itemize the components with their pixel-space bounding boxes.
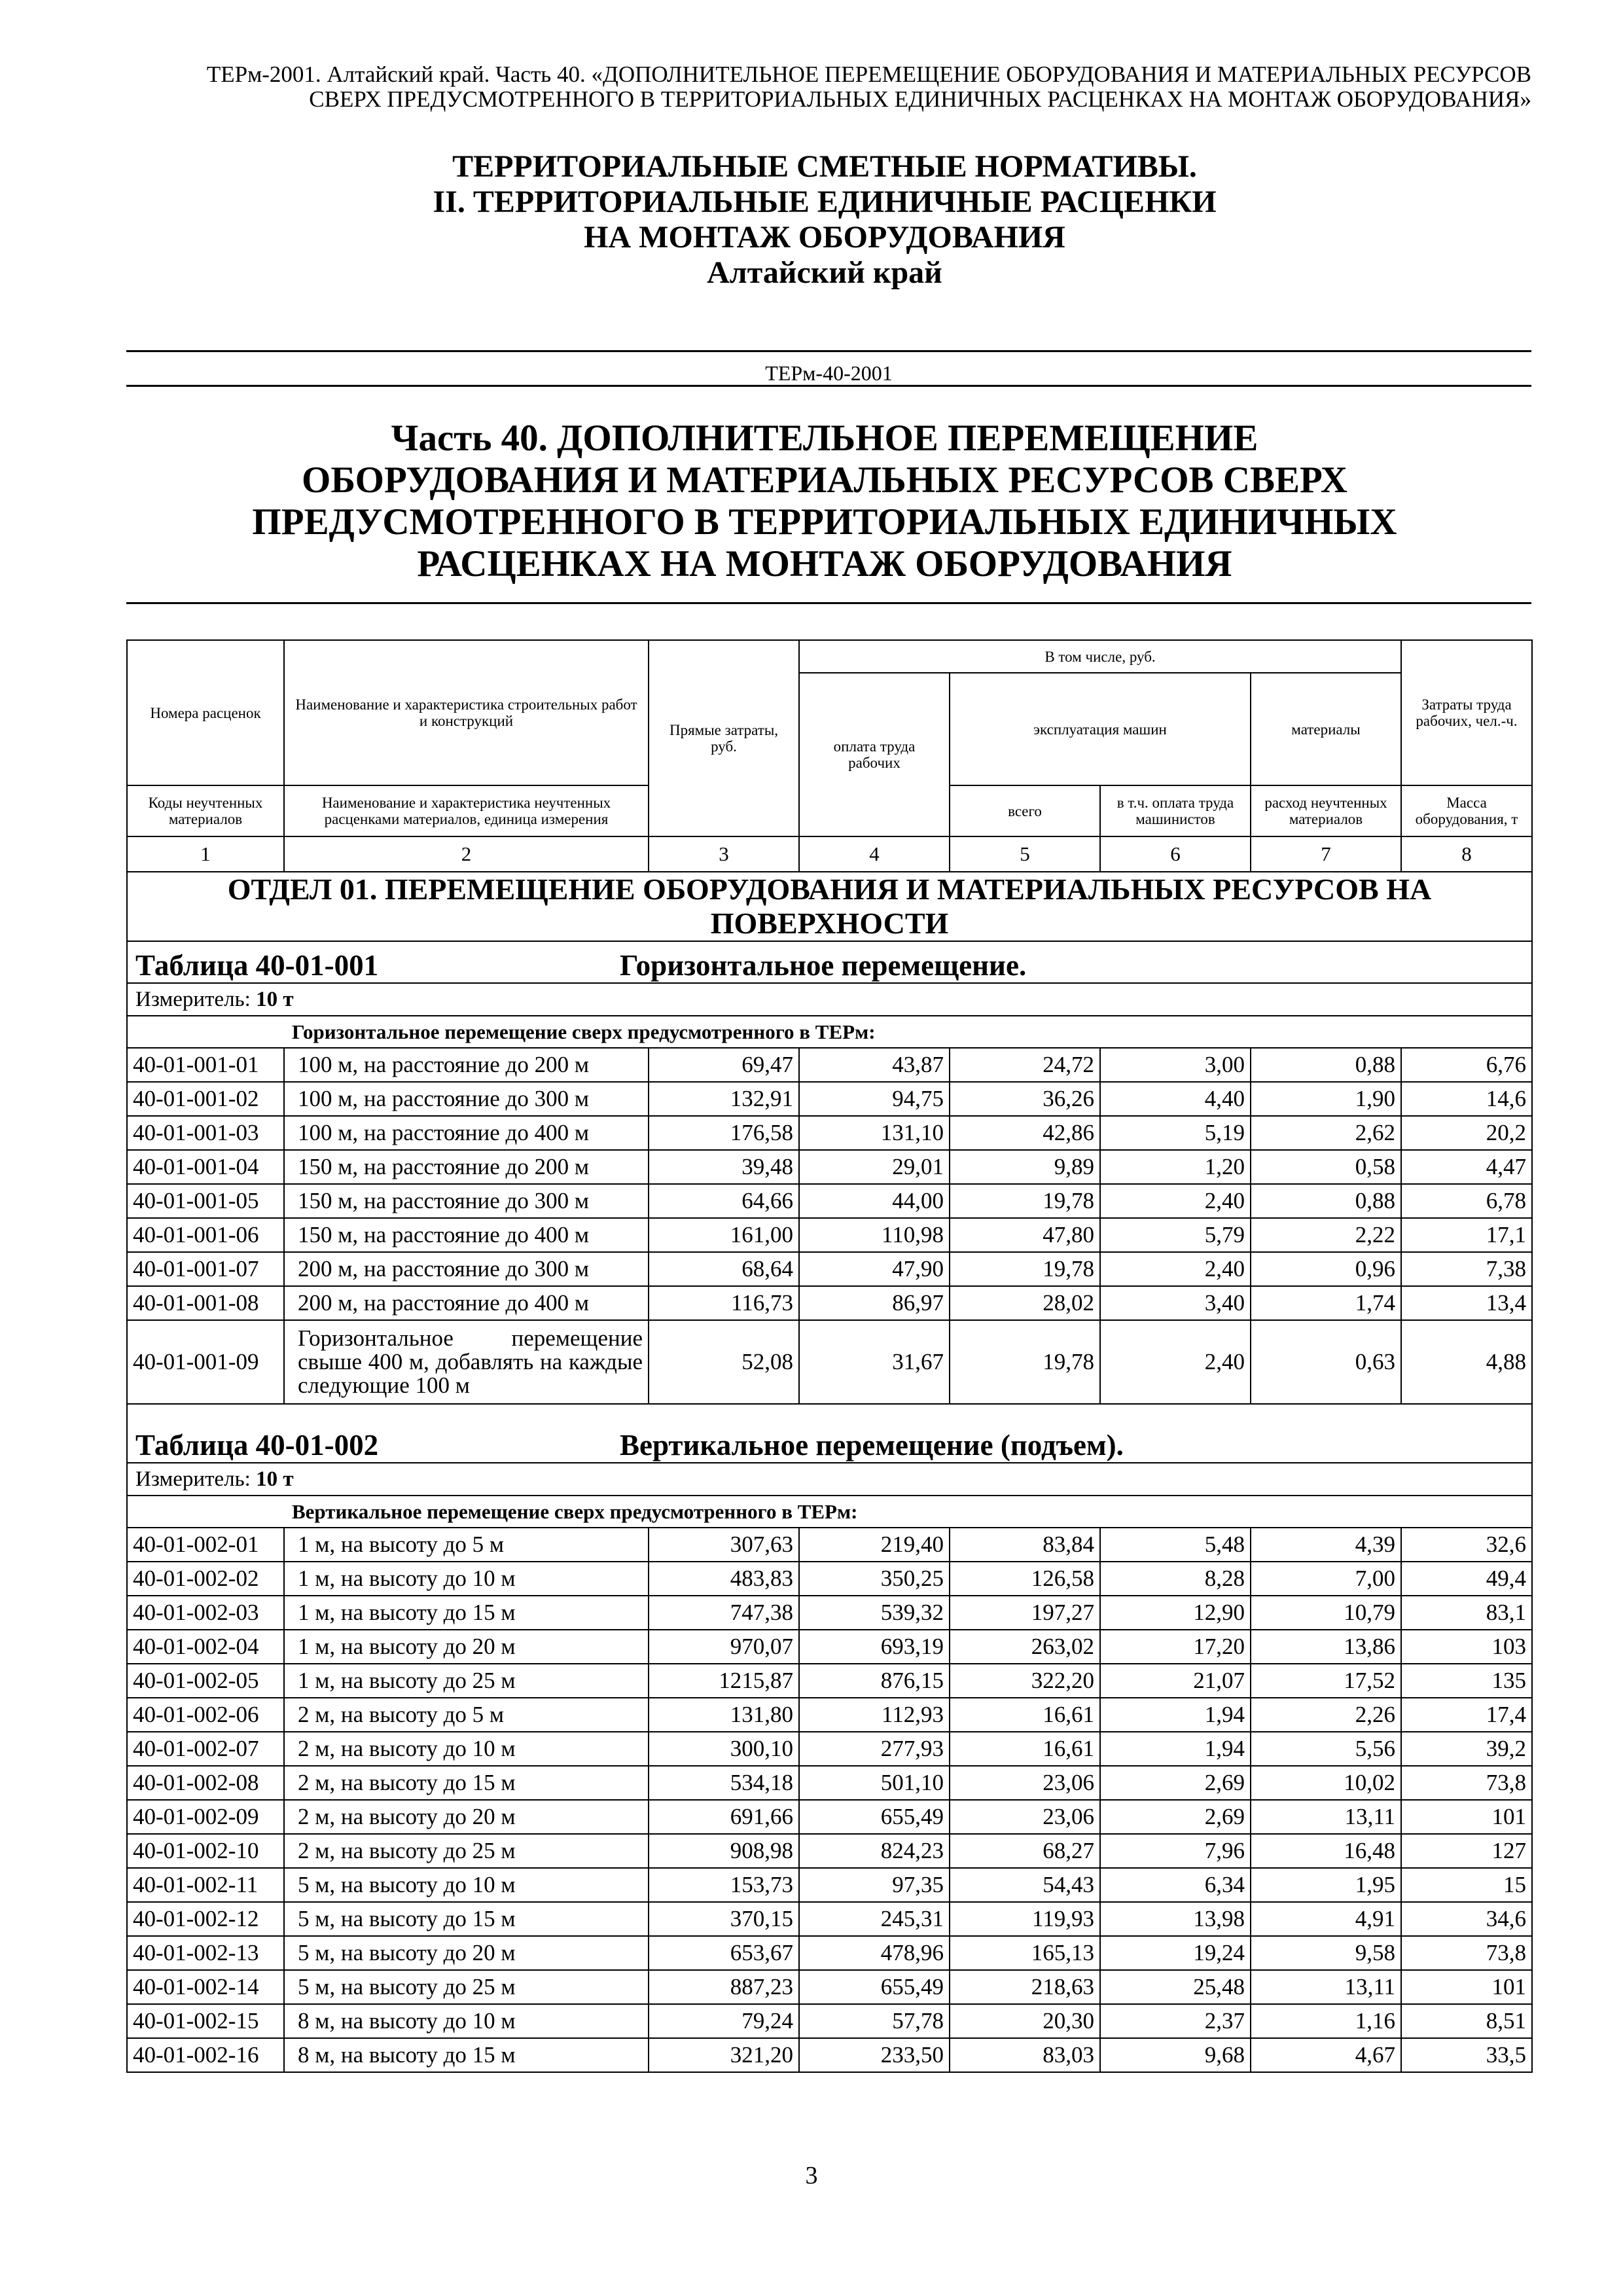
rate-description: 150 м, на расстояние до 200 м xyxy=(284,1150,649,1184)
table-row xyxy=(127,1562,1532,1596)
rate-value-v5: 263,02 xyxy=(950,1630,1100,1664)
rate-value-v7: 4,39 xyxy=(1251,1528,1401,1562)
unit-label: Измеритель: xyxy=(135,1467,251,1491)
rate-value-v3: 653,67 xyxy=(649,1936,799,1970)
title-region: Алтайский край xyxy=(707,255,942,290)
table-row xyxy=(127,1150,1532,1184)
rate-value-v4: 655,49 xyxy=(799,1800,950,1834)
rate-value-v5: 119,93 xyxy=(950,1902,1100,1936)
rate-value-v6: 13,98 xyxy=(1100,1902,1251,1936)
rate-value-v6: 9,68 xyxy=(1100,2038,1251,2072)
rate-value-v8: 34,6 xyxy=(1401,1902,1532,1936)
header-equipment-mass: Масса оборудования, т xyxy=(1401,785,1532,836)
unit-label: Измеритель: xyxy=(135,987,251,1011)
rate-description: 5 м, на высоту до 15 м xyxy=(284,1902,649,1936)
rate-value-v7: 17,52 xyxy=(1251,1664,1401,1698)
rate-value-v4: 478,96 xyxy=(799,1936,950,1970)
table-subheading: Вертикальное перемещение сверх предусмотренного в ТЕРм: xyxy=(284,1496,1532,1528)
rate-value-v4: 44,00 xyxy=(799,1184,950,1218)
rate-value-v3: 64,66 xyxy=(649,1184,799,1218)
rate-value-v6: 3,00 xyxy=(1100,1048,1251,1082)
rate-value-v3: 1215,87 xyxy=(649,1664,799,1698)
table-row xyxy=(127,1834,1532,1868)
rate-value-v8: 17,1 xyxy=(1401,1218,1532,1252)
rate-value-v8: 39,2 xyxy=(1401,1732,1532,1766)
rate-code: 40-01-002-06 xyxy=(127,1698,284,1732)
column-number: 6 xyxy=(1100,836,1251,872)
rate-value-v7: 1,95 xyxy=(1251,1868,1401,1902)
unit-value: 10 т xyxy=(256,1467,294,1491)
table-40-01-001 xyxy=(127,941,1532,1404)
rate-description: 5 м, на высоту до 25 м xyxy=(284,1970,649,2004)
rate-value-v4: 350,25 xyxy=(799,1562,950,1596)
rate-code: 40-01-002-09 xyxy=(127,1800,284,1834)
rate-code: 40-01-001-07 xyxy=(127,1252,284,1286)
rate-value-v5: 42,86 xyxy=(950,1116,1100,1150)
table-unit-row xyxy=(127,983,1532,1016)
table-title: Вертикальное перемещение (подъем). xyxy=(620,1429,1124,1462)
rate-description: 2 м, на высоту до 15 м xyxy=(284,1766,649,1800)
rate-value-v5: 16,61 xyxy=(950,1698,1100,1732)
rate-value-v7: 0,88 xyxy=(1251,1048,1401,1082)
table-title-cell xyxy=(127,941,1532,983)
rate-value-v8: 8,51 xyxy=(1401,2004,1532,2038)
table-number: Таблица 40-01-001 xyxy=(135,949,379,982)
column-numbers-row xyxy=(127,836,1532,872)
rate-value-v5: 322,20 xyxy=(950,1664,1100,1698)
rate-code: 40-01-001-04 xyxy=(127,1150,284,1184)
table-subheading-row xyxy=(127,1016,1532,1048)
rate-value-v3: 307,63 xyxy=(649,1528,799,1562)
rate-description: 2 м, на высоту до 20 м xyxy=(284,1800,649,1834)
subheading-spacer xyxy=(127,1496,284,1528)
header-machines-total: всего xyxy=(950,785,1100,836)
rate-description: 1 м, на высоту до 20 м xyxy=(284,1630,649,1664)
table-row xyxy=(127,1936,1532,1970)
rate-code: 40-01-001-03 xyxy=(127,1116,284,1150)
rate-value-v6: 2,69 xyxy=(1100,1800,1251,1834)
rate-description: 150 м, на расстояние до 300 м xyxy=(284,1184,649,1218)
table-title-row xyxy=(127,941,1532,983)
rate-value-v6: 2,40 xyxy=(1100,1184,1251,1218)
rate-description: 1 м, на высоту до 5 м xyxy=(284,1528,649,1562)
rate-value-v5: 19,78 xyxy=(950,1320,1100,1404)
rate-value-v4: 277,93 xyxy=(799,1732,950,1766)
rate-value-v3: 321,20 xyxy=(649,2038,799,2072)
rate-value-v5: 28,02 xyxy=(950,1286,1100,1320)
rate-value-v8: 49,4 xyxy=(1401,1562,1532,1596)
table-row xyxy=(127,1800,1532,1834)
rate-value-v7: 10,02 xyxy=(1251,1766,1401,1800)
rate-value-v6: 6,34 xyxy=(1100,1868,1251,1902)
rate-code: 40-01-002-01 xyxy=(127,1528,284,1562)
rate-value-v8: 4,88 xyxy=(1401,1320,1532,1404)
title-line-2: II. ТЕРРИТОРИАЛЬНЫЕ ЕДИНИЧНЫЕ РАСЦЕНКИ xyxy=(433,185,1217,219)
rate-description: 2 м, на высоту до 5 м xyxy=(284,1698,649,1732)
rate-description: 1 м, на высоту до 10 м xyxy=(284,1562,649,1596)
table-row xyxy=(127,2038,1532,2072)
rate-value-v4: 539,32 xyxy=(799,1596,950,1630)
rate-value-v4: 131,10 xyxy=(799,1116,950,1150)
rate-value-v4: 31,67 xyxy=(799,1320,950,1404)
rate-value-v7: 16,48 xyxy=(1251,1834,1401,1868)
page-number: 3 xyxy=(805,2162,818,2189)
part-rule xyxy=(126,602,1531,604)
header-including: В том числе, руб. xyxy=(799,640,1401,673)
rate-value-v7: 13,11 xyxy=(1251,1800,1401,1834)
rate-value-v7: 2,22 xyxy=(1251,1218,1401,1252)
rate-value-v4: 876,15 xyxy=(799,1664,950,1698)
rate-description: 100 м, на расстояние до 400 м xyxy=(284,1116,649,1150)
rate-value-v6: 2,37 xyxy=(1100,2004,1251,2038)
table-row xyxy=(127,1902,1532,1936)
table-row xyxy=(127,1766,1532,1800)
rate-value-v3: 161,00 xyxy=(649,1218,799,1252)
rate-description: 200 м, на расстояние до 400 м xyxy=(284,1286,649,1320)
rate-value-v3: 970,07 xyxy=(649,1630,799,1664)
rate-value-v6: 25,48 xyxy=(1100,1970,1251,2004)
rate-value-v8: 103 xyxy=(1401,1630,1532,1664)
rate-value-v7: 13,86 xyxy=(1251,1630,1401,1664)
rate-code: 40-01-001-09 xyxy=(127,1320,284,1404)
rate-value-v5: 68,27 xyxy=(950,1834,1100,1868)
rate-description: 100 м, на расстояние до 300 м xyxy=(284,1082,649,1116)
rate-value-v4: 29,01 xyxy=(799,1150,950,1184)
rate-value-v7: 2,62 xyxy=(1251,1116,1401,1150)
rate-value-v4: 655,49 xyxy=(799,1970,950,2004)
rate-value-v8: 127 xyxy=(1401,1834,1532,1868)
rate-value-v5: 9,89 xyxy=(950,1150,1100,1184)
rate-value-v4: 693,19 xyxy=(799,1630,950,1664)
table-row xyxy=(127,1596,1532,1630)
rate-value-v8: 73,8 xyxy=(1401,1766,1532,1800)
rate-value-v8: 73,8 xyxy=(1401,1936,1532,1970)
table-row xyxy=(127,1528,1532,1562)
rate-value-v4: 94,75 xyxy=(799,1082,950,1116)
header-labor-pay: оплата труда рабочих xyxy=(799,673,950,836)
header-materials: материалы xyxy=(1251,673,1401,785)
rate-value-v4: 57,78 xyxy=(799,2004,950,2038)
rate-value-v3: 534,18 xyxy=(649,1766,799,1800)
rate-value-v6: 3,40 xyxy=(1100,1286,1251,1320)
rate-value-v7: 0,88 xyxy=(1251,1184,1401,1218)
table-row xyxy=(127,1320,1532,1404)
rate-value-v7: 4,91 xyxy=(1251,1902,1401,1936)
rate-value-v5: 24,72 xyxy=(950,1048,1100,1082)
rate-value-v8: 6,78 xyxy=(1401,1184,1532,1218)
rate-value-v7: 1,90 xyxy=(1251,1082,1401,1116)
rate-description: Горизонтальное перемещение свыше 400 м, добавлять на каждые следующие 100 м xyxy=(284,1320,649,1404)
table-40-01-002 xyxy=(127,1404,1532,2072)
rate-value-v6: 2,69 xyxy=(1100,1766,1251,1800)
column-number: 1 xyxy=(127,836,284,872)
header-machines: эксплуатация машин xyxy=(950,673,1251,785)
rate-description: 150 м, на расстояние до 400 м xyxy=(284,1218,649,1252)
rate-code: 40-01-002-10 xyxy=(127,1834,284,1868)
rate-code: 40-01-002-07 xyxy=(127,1732,284,1766)
rate-value-v4: 47,90 xyxy=(799,1252,950,1286)
table-row xyxy=(127,1048,1532,1082)
header-rate-numbers: Номера расценок xyxy=(127,640,284,785)
header-machines-operators: в т.ч. оплата труда машинистов xyxy=(1100,785,1251,836)
rate-value-v7: 0,58 xyxy=(1251,1150,1401,1184)
rate-value-v4: 245,31 xyxy=(799,1902,950,1936)
rate-description: 2 м, на высоту до 10 м xyxy=(284,1732,649,1766)
column-number: 5 xyxy=(950,836,1100,872)
rate-code: 40-01-002-04 xyxy=(127,1630,284,1664)
rate-value-v5: 36,26 xyxy=(950,1082,1100,1116)
header-direct-costs: Прямые затраты, руб. xyxy=(649,640,799,836)
rate-value-v4: 112,93 xyxy=(799,1698,950,1732)
unit-value: 10 т xyxy=(256,987,294,1011)
rate-description: 8 м, на высоту до 15 м xyxy=(284,2038,649,2072)
table-row xyxy=(127,1698,1532,1732)
rate-value-v6: 5,48 xyxy=(1100,1528,1251,1562)
table-unit-cell xyxy=(127,983,1532,1016)
title-line-1: ТЕРРИТОРИАЛЬНЫЕ СМЕТНЫЕ НОРМАТИВЫ. xyxy=(452,149,1197,184)
rate-value-v3: 153,73 xyxy=(649,1868,799,1902)
rates-table xyxy=(126,639,1533,2073)
rate-value-v3: 68,64 xyxy=(649,1252,799,1286)
rate-value-v6: 1,94 xyxy=(1100,1732,1251,1766)
rate-value-v5: 20,30 xyxy=(950,2004,1100,2038)
column-number: 3 xyxy=(649,836,799,872)
rate-value-v7: 2,26 xyxy=(1251,1698,1401,1732)
rate-description: 8 м, на высоту до 10 м xyxy=(284,2004,649,2038)
rate-value-v8: 135 xyxy=(1401,1664,1532,1698)
rate-value-v3: 908,98 xyxy=(649,1834,799,1868)
rate-code: 40-01-001-08 xyxy=(127,1286,284,1320)
rate-value-v6: 21,07 xyxy=(1100,1664,1251,1698)
table-title: Горизонтальное перемещение. xyxy=(620,949,1027,982)
rate-value-v5: 54,43 xyxy=(950,1868,1100,1902)
rate-value-v6: 2,40 xyxy=(1100,1252,1251,1286)
rate-code: 40-01-002-11 xyxy=(127,1868,284,1902)
rate-description: 100 м, на расстояние до 200 м xyxy=(284,1048,649,1082)
table-unit-row xyxy=(127,1463,1532,1496)
subheading-spacer xyxy=(127,1016,284,1048)
table-row xyxy=(127,1252,1532,1286)
section-title: ОТДЕЛ 01. ПЕРЕМЕЩЕНИЕ ОБОРУДОВАНИЯ И МАТЕРИАЛЬНЫХ РЕСУРСОВ НА ПОВЕРХНОСТИ xyxy=(127,872,1532,941)
rate-value-v6: 4,40 xyxy=(1100,1082,1251,1116)
rate-value-v3: 116,73 xyxy=(649,1286,799,1320)
rate-value-v7: 0,96 xyxy=(1251,1252,1401,1286)
table-title-cell xyxy=(127,1404,1532,1463)
column-number: 8 xyxy=(1401,836,1532,872)
header-material-names: Наименование и характеристика неучтенных расценками материалов, единица измерения xyxy=(284,785,649,836)
running-header xyxy=(118,62,1531,112)
rate-value-v3: 52,08 xyxy=(649,1320,799,1404)
rate-value-v5: 83,84 xyxy=(950,1528,1100,1562)
rate-value-v6: 1,20 xyxy=(1100,1150,1251,1184)
rate-description: 5 м, на высоту до 10 м xyxy=(284,1868,649,1902)
rate-code: 40-01-001-05 xyxy=(127,1184,284,1218)
rate-value-v7: 13,11 xyxy=(1251,1970,1401,2004)
document-title xyxy=(118,149,1531,291)
rate-value-v6: 17,20 xyxy=(1100,1630,1251,1664)
rate-value-v8: 7,38 xyxy=(1401,1252,1532,1286)
rate-value-v4: 86,97 xyxy=(799,1286,950,1320)
rate-code: 40-01-002-05 xyxy=(127,1664,284,1698)
rate-value-v8: 14,6 xyxy=(1401,1082,1532,1116)
rate-value-v5: 126,58 xyxy=(950,1562,1100,1596)
rate-value-v4: 43,87 xyxy=(799,1048,950,1082)
column-number: 2 xyxy=(284,836,649,872)
rate-value-v3: 79,24 xyxy=(649,2004,799,2038)
rate-value-v8: 17,4 xyxy=(1401,1698,1532,1732)
rate-value-v4: 219,40 xyxy=(799,1528,950,1562)
rate-code: 40-01-001-01 xyxy=(127,1048,284,1082)
rate-code: 40-01-002-02 xyxy=(127,1562,284,1596)
rate-value-v4: 501,10 xyxy=(799,1766,950,1800)
part-title xyxy=(118,418,1531,585)
rate-value-v6: 5,79 xyxy=(1100,1218,1251,1252)
rate-value-v8: 15 xyxy=(1401,1868,1532,1902)
column-number: 4 xyxy=(799,836,950,872)
rate-description: 2 м, на высоту до 25 м xyxy=(284,1834,649,1868)
rate-value-v6: 1,94 xyxy=(1100,1698,1251,1732)
rate-value-v5: 83,03 xyxy=(950,2038,1100,2072)
rate-value-v5: 47,80 xyxy=(950,1218,1100,1252)
rate-code: 40-01-002-03 xyxy=(127,1596,284,1630)
part-title-line-2: ОБОРУДОВАНИЯ И МАТЕРИАЛЬНЫХ РЕСУРСОВ СВЕРХ xyxy=(302,459,1347,501)
rate-value-v6: 5,19 xyxy=(1100,1116,1251,1150)
rate-value-v3: 132,91 xyxy=(649,1082,799,1116)
rate-value-v6: 12,90 xyxy=(1100,1596,1251,1630)
rate-description: 200 м, на расстояние до 300 м xyxy=(284,1252,649,1286)
table-row xyxy=(127,1664,1532,1698)
rate-code: 40-01-002-16 xyxy=(127,2038,284,2072)
header-labor-costs: Затраты труда рабочих, чел.-ч. xyxy=(1401,640,1532,785)
table-subheading: Горизонтальное перемещение сверх предусмотренного в ТЕРм: xyxy=(284,1016,1532,1048)
rate-value-v5: 16,61 xyxy=(950,1732,1100,1766)
rate-value-v5: 197,27 xyxy=(950,1596,1100,1630)
rate-value-v5: 23,06 xyxy=(950,1800,1100,1834)
rate-value-v4: 97,35 xyxy=(799,1868,950,1902)
rate-description: 5 м, на высоту до 20 м xyxy=(284,1936,649,1970)
rate-value-v8: 6,76 xyxy=(1401,1048,1532,1082)
rate-value-v3: 176,58 xyxy=(649,1116,799,1150)
rate-value-v3: 39,48 xyxy=(649,1150,799,1184)
code-rule xyxy=(126,385,1531,387)
rate-value-v5: 19,78 xyxy=(950,1184,1100,1218)
part-title-line-4: РАСЦЕНКАХ НА МОНТАЖ ОБОРУДОВАНИЯ xyxy=(417,543,1232,584)
table-title-row xyxy=(127,1404,1532,1463)
rate-code: 40-01-002-15 xyxy=(127,2004,284,2038)
rate-value-v6: 19,24 xyxy=(1100,1936,1251,1970)
header-materials-consumption: расход неучтенных материалов xyxy=(1251,785,1401,836)
part-title-line-3: ПРЕДУСМОТРЕННОГО В ТЕРРИТОРИАЛЬНЫХ ЕДИНИЧНЫХ xyxy=(252,501,1397,543)
rate-value-v7: 1,74 xyxy=(1251,1286,1401,1320)
rate-value-v6: 7,96 xyxy=(1100,1834,1251,1868)
rate-value-v8: 32,6 xyxy=(1401,1528,1532,1562)
rate-value-v7: 4,67 xyxy=(1251,2038,1401,2072)
rate-value-v8: 101 xyxy=(1401,1970,1532,2004)
rate-value-v3: 300,10 xyxy=(649,1732,799,1766)
table-row xyxy=(127,1868,1532,1902)
rate-code: 40-01-001-06 xyxy=(127,1218,284,1252)
top-rule xyxy=(126,350,1531,352)
document-code: ТЕРм-40-2001 xyxy=(765,361,893,385)
rate-value-v3: 131,80 xyxy=(649,1698,799,1732)
title-line-3: НА МОНТАЖ ОБОРУДОВАНИЯ xyxy=(584,220,1065,255)
rate-value-v3: 887,23 xyxy=(649,1970,799,2004)
table-row xyxy=(127,1082,1532,1116)
header-work-name: Наименование и характеристика строительных работ и конструкций xyxy=(284,640,649,785)
running-header-line-2: СВЕРХ ПРЕДУСМОТРЕННОГО В ТЕРРИТОРИАЛЬНЫХ ЕДИНИЧНЫХ РАСЦЕНКАХ НА МОНТАЖ ОБОРУДОВАНИЯ» xyxy=(309,86,1531,112)
rate-code: 40-01-001-02 xyxy=(127,1082,284,1116)
rate-value-v4: 110,98 xyxy=(799,1218,950,1252)
rate-code: 40-01-002-14 xyxy=(127,1970,284,2004)
running-header-line-1: ТЕРм-2001. Алтайский край. Часть 40. «ДОПОЛНИТЕЛЬНОЕ ПЕРЕМЕЩЕНИЕ ОБОРУДОВАНИЯ И МАТЕРИАЛЬНЫХ РЕСУРСОВ xyxy=(206,62,1531,87)
rate-value-v8: 20,2 xyxy=(1401,1116,1532,1150)
rate-value-v6: 2,40 xyxy=(1100,1320,1251,1404)
rate-value-v3: 483,83 xyxy=(649,1562,799,1596)
table-row xyxy=(127,1732,1532,1766)
header-material-codes: Коды неучтенных материалов xyxy=(127,785,284,836)
table-row xyxy=(127,1218,1532,1252)
column-number: 7 xyxy=(1251,836,1401,872)
table-subheading-row xyxy=(127,1496,1532,1528)
table-row xyxy=(127,1630,1532,1664)
rate-value-v5: 19,78 xyxy=(950,1252,1100,1286)
rate-value-v8: 4,47 xyxy=(1401,1150,1532,1184)
table-unit-cell xyxy=(127,1463,1532,1496)
rate-value-v7: 1,16 xyxy=(1251,2004,1401,2038)
rate-value-v3: 370,15 xyxy=(649,1902,799,1936)
rate-value-v7: 9,58 xyxy=(1251,1936,1401,1970)
rate-value-v7: 0,63 xyxy=(1251,1320,1401,1404)
rate-value-v8: 33,5 xyxy=(1401,2038,1532,2072)
rate-description: 1 м, на высоту до 25 м xyxy=(284,1664,649,1698)
rate-description: 1 м, на высоту до 15 м xyxy=(284,1596,649,1630)
rate-value-v6: 8,28 xyxy=(1100,1562,1251,1596)
rate-value-v3: 747,38 xyxy=(649,1596,799,1630)
rate-value-v7: 7,00 xyxy=(1251,1562,1401,1596)
table-row xyxy=(127,1970,1532,2004)
table-row xyxy=(127,1116,1532,1150)
table-number: Таблица 40-01-002 xyxy=(135,1429,379,1462)
rate-value-v3: 691,66 xyxy=(649,1800,799,1834)
table-row xyxy=(127,1184,1532,1218)
rate-value-v8: 83,1 xyxy=(1401,1596,1532,1630)
rate-value-v4: 824,23 xyxy=(799,1834,950,1868)
rate-value-v3: 69,47 xyxy=(649,1048,799,1082)
rate-value-v4: 233,50 xyxy=(799,2038,950,2072)
rate-value-v5: 218,63 xyxy=(950,1970,1100,2004)
table-row xyxy=(127,1286,1532,1320)
rate-value-v7: 10,79 xyxy=(1251,1596,1401,1630)
rate-code: 40-01-002-12 xyxy=(127,1902,284,1936)
rate-value-v8: 13,4 xyxy=(1401,1286,1532,1320)
rate-value-v8: 101 xyxy=(1401,1800,1532,1834)
rate-value-v7: 5,56 xyxy=(1251,1732,1401,1766)
rate-value-v5: 23,06 xyxy=(950,1766,1100,1800)
rate-code: 40-01-002-08 xyxy=(127,1766,284,1800)
rate-code: 40-01-002-13 xyxy=(127,1936,284,1970)
table-row xyxy=(127,2004,1532,2038)
rate-value-v5: 165,13 xyxy=(950,1936,1100,1970)
part-title-line-1: Часть 40. ДОПОЛНИТЕЛЬНОЕ ПЕРЕМЕЩЕНИЕ xyxy=(391,418,1258,459)
